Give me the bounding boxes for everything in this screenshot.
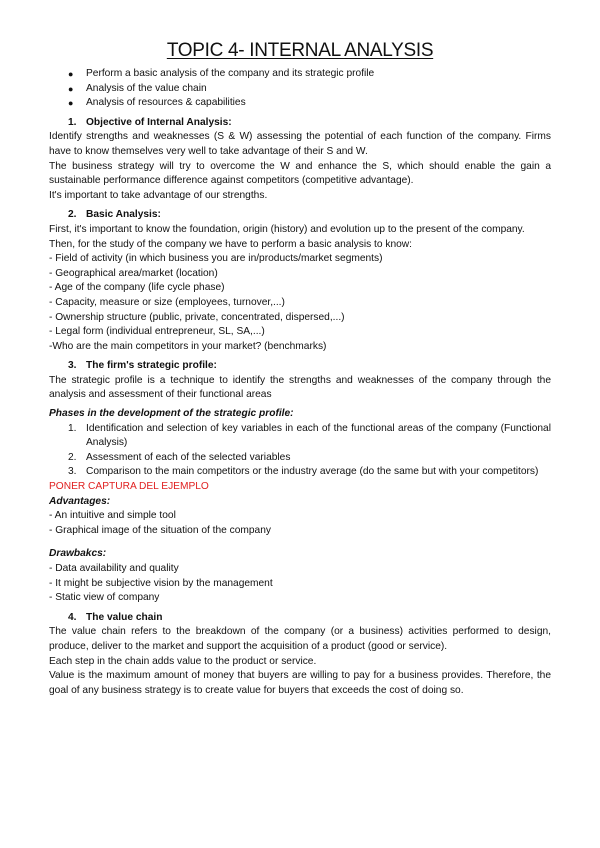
bullet-icon: ● [68, 83, 74, 94]
bullet-icon: ● [68, 98, 74, 109]
section-heading-basic-analysis: 2. Basic Analysis: [68, 209, 161, 221]
paragraph: Each step in the chain adds value to the product or service. [49, 655, 317, 667]
list-item: 1. Identification and selection of key variables in each of the functional areas of the company (Functional Analysis) [68, 422, 551, 449]
advantages-subheading: Advantages: [49, 495, 111, 507]
list-item: ● Analysis of resources & capabilities [49, 96, 551, 111]
list-item: ● Analysis of the value chain [49, 82, 551, 97]
red-note: PONER CAPTURA DEL EJEMPLO [49, 481, 209, 493]
section-heading-strategic-profile: 3. The firm's strategic profile: [68, 360, 217, 372]
paragraph: Then, for the study of the company we have to perform a basic analysis to know: [49, 238, 412, 250]
phases-list [49, 422, 551, 480]
list-item: - Data availability and quality [49, 563, 179, 574]
paragraph: The strategic profile is a technique to identify the strengths and weaknesses of the company through the analysis and assessment of their functional areas [49, 374, 551, 401]
document-page [49, 0, 551, 698]
list-item: - Static view of company [49, 592, 160, 604]
section-heading-value-chain: 4. The value chain [68, 611, 163, 623]
list-item: - Field of activity (in which business you are in/products/market segments) [49, 253, 383, 265]
drawbacks-subheading: Drawbakcs: [49, 548, 107, 560]
list-item: ● Perform a basic analysis of the company and its strategic profile [49, 67, 551, 82]
list-item: - Ownership structure (public, private, concentrated, dispersed,...) [49, 311, 345, 323]
section-heading-objective: 1. Objective of Internal Analysis: [68, 116, 232, 128]
list-item: - Legal form (individual entrepreneur, SL, SA,...) [49, 326, 265, 338]
paragraph: Identify strengths and weaknesses (S & W) assessing the potential of each function of the company. Firms have to know themselves very well to take advantage of their S and W. [49, 131, 551, 157]
page-title: TOPIC 4- INTERNAL ANALYSIS [166, 40, 434, 61]
paragraph: Value is the maximum amount of money that buyers are willing to pay for a business provides. Therefore, the goal of any business strategy is to create value for buyers that exceeds the cost of doing so. [49, 670, 551, 696]
list-item: - It might be subjective vision by the management [49, 577, 273, 589]
phases-subheading: Phases in the development of the strategic profile: [49, 408, 294, 420]
list-item: - Geographical area/market (location) [49, 267, 218, 279]
list-item: -Who are the main competitors in your market? (benchmarks) [49, 340, 327, 352]
list-item: - An intuitive and simple tool [49, 510, 176, 522]
paragraph: First, it's important to know the foundation, origin (history) and evolution up to the present of the company. [49, 223, 525, 235]
bullet-icon: ● [68, 69, 74, 79]
paragraph: It's important to take advantage of our strengths. [49, 189, 268, 201]
list-item: - Capacity, measure or size (employees, turnover,...) [49, 296, 285, 308]
paragraph: The business strategy will try to overcome the W and enhance the S, which should enable the gain a sustainable performance difference against competitors (competitive advantage). [49, 160, 551, 187]
list-item: - Graphical image of the situation of the company [49, 524, 271, 536]
list-item: 2. Assessment of each of the selected variables [68, 451, 291, 463]
paragraph: The value chain refers to the breakdown of the company (or a business) activities performed to design, produce, deliver to the market and support the acquisition of a product (good or service). [49, 626, 551, 652]
list-item: 3. Comparison to the main competitors or the industry average (do the same but with your competitors) [68, 466, 539, 478]
intro-bullet-list [49, 67, 551, 111]
list-item: - Age of the company (life cycle phase) [49, 282, 225, 294]
